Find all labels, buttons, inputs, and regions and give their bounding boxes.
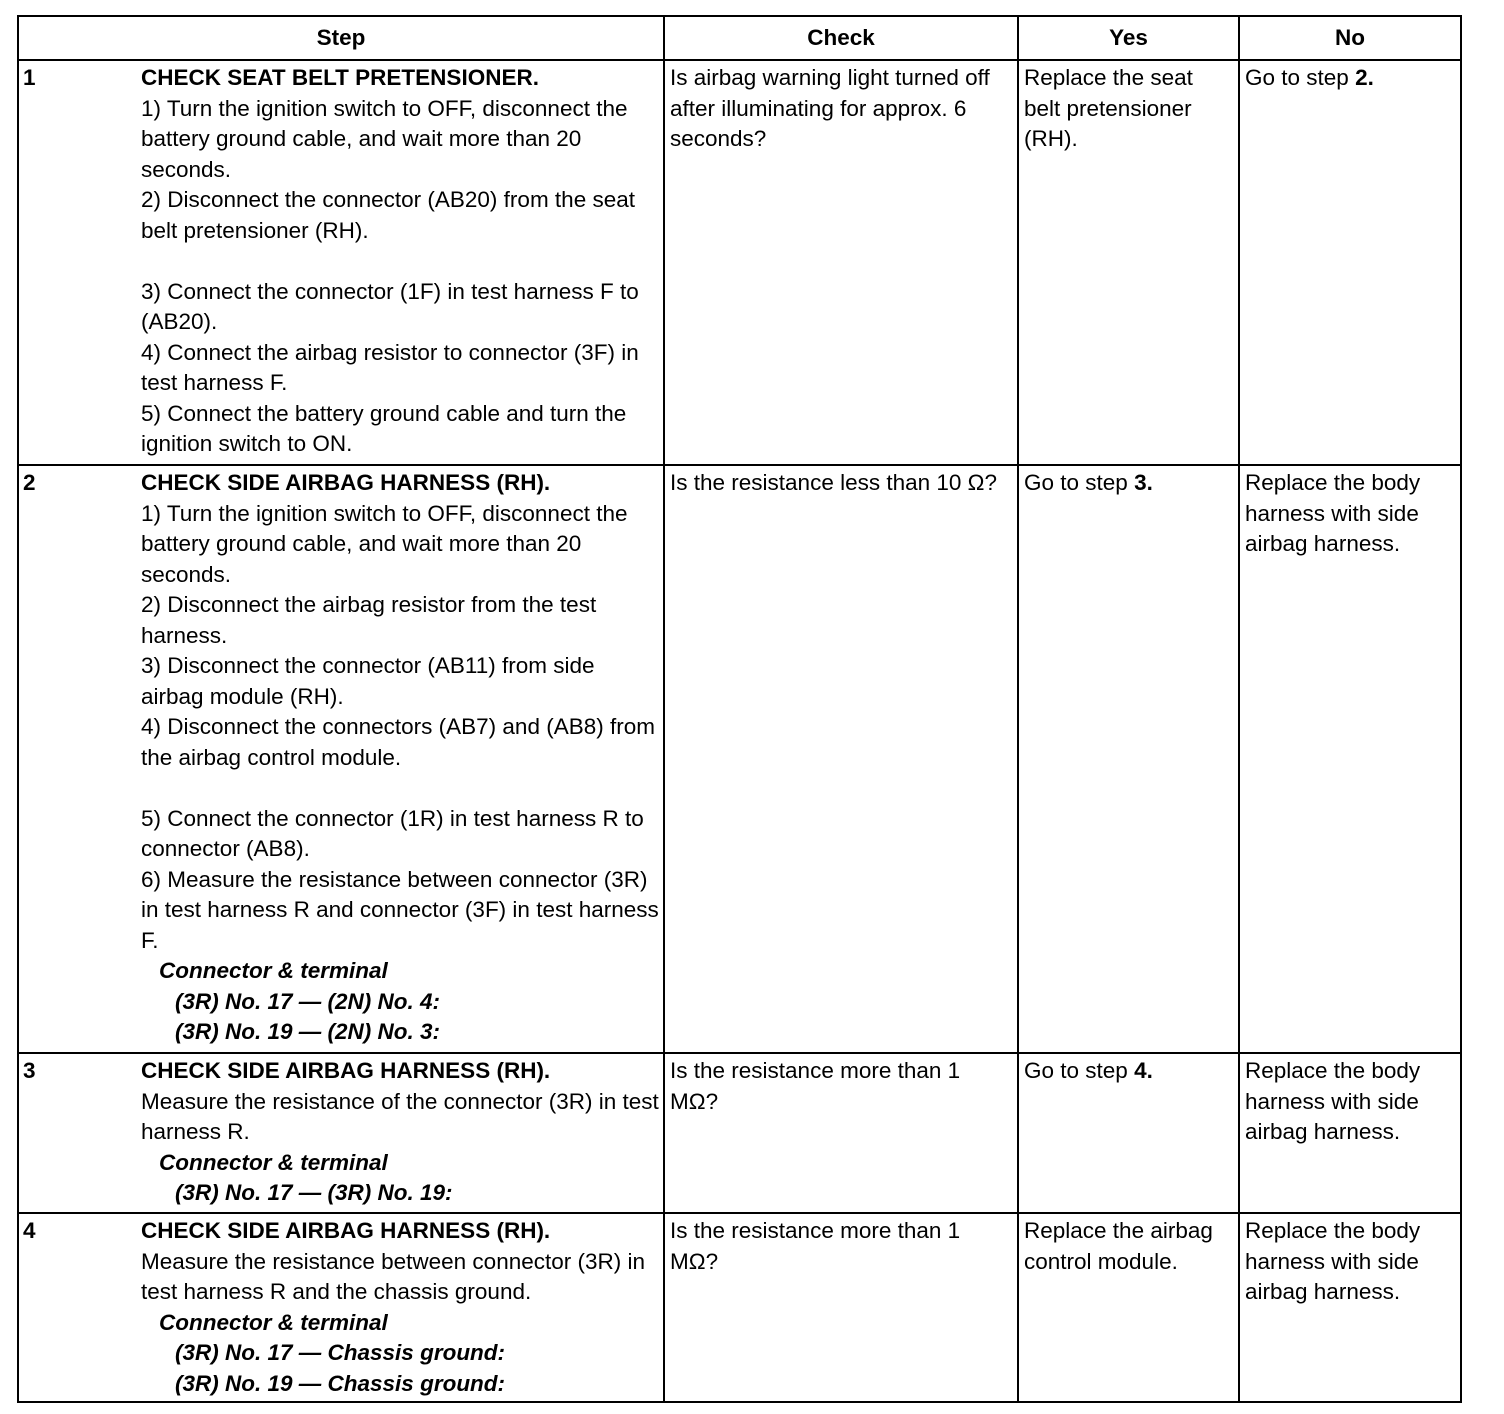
step-body	[141, 1214, 663, 1401]
step-body	[141, 1054, 663, 1211]
yes-cell	[1018, 1053, 1239, 1213]
step-number: 4	[23, 1218, 36, 1243]
header-no: No	[1239, 16, 1461, 60]
terminal-item: (3R) No. 17 — (3R) No. 19:	[175, 1180, 453, 1205]
goto-step-ref: 3.	[1134, 470, 1153, 495]
spacer	[141, 246, 659, 277]
header-yes: Yes	[1018, 16, 1239, 60]
terminal-heading: Connector & terminal	[159, 958, 388, 983]
step-body	[141, 466, 663, 1050]
no-cell	[1239, 60, 1461, 465]
instruction: 4) Connect the airbag resistor to connector (3F) in test harness F.	[141, 339, 639, 395]
table-row	[18, 465, 1461, 1053]
terminal-item: (3R) No. 19 — Chassis ground:	[175, 1370, 506, 1396]
goto-step-ref: 4.	[1134, 1058, 1153, 1083]
step-cell	[18, 60, 664, 465]
instruction: 5) Connect the battery ground cable and turn the ignition switch to ON.	[141, 400, 627, 456]
instruction: 6) Measure the resistance between connector (3R) in test harness R and connector (3F) in test harness F.	[141, 866, 659, 953]
step-cell	[18, 1213, 664, 1402]
step-title: CHECK SIDE AIRBAG HARNESS (RH).	[141, 1058, 551, 1083]
step-cell	[18, 1053, 664, 1213]
step-number: 1	[23, 65, 36, 90]
table-row	[18, 1053, 1461, 1213]
instruction: Measure the resistance of the connector (3R) in test harness R.	[141, 1088, 659, 1144]
instruction: 3) Connect the connector (1F) in test harness F to (AB20).	[141, 278, 639, 334]
instruction: Measure the resistance between connector (3R) in test harness R and the chassis ground.	[141, 1248, 646, 1304]
step-title: CHECK SIDE AIRBAG HARNESS (RH).	[141, 1218, 551, 1243]
instruction: 3) Disconnect the connector (AB11) from side airbag module (RH).	[141, 653, 595, 709]
no-cell: Replace the body harness with side airbag harness.	[1239, 465, 1461, 1053]
step-title: CHECK SIDE AIRBAG HARNESS (RH).	[141, 470, 551, 495]
step-title: CHECK SEAT BELT PRETENSIONER.	[141, 65, 539, 90]
goto-step-ref: 2.	[1355, 65, 1374, 90]
header-step: Step	[18, 16, 664, 60]
terminal-item: (3R) No. 17 — Chassis ground:	[175, 1340, 506, 1365]
table-row	[18, 1213, 1461, 1402]
goto-prefix: Go to step	[1245, 65, 1356, 90]
instruction: 2) Disconnect the connector (AB20) from the seat belt pretensioner (RH).	[141, 187, 635, 243]
no-cell: Replace the body harness with side airbag harness.	[1239, 1053, 1461, 1213]
instruction: 1) Turn the ignition switch to OFF, disconnect the battery ground cable, and wait more than 20 seconds.	[141, 95, 628, 182]
spacer	[141, 773, 659, 804]
header-check: Check	[664, 16, 1018, 60]
terminal-heading: Connector & terminal	[159, 1149, 388, 1175]
table-row	[18, 60, 1461, 465]
diagnostic-table	[17, 15, 1462, 1403]
check-cell: Is airbag warning light turned off after illuminating for approx. 6 seconds?	[664, 60, 1018, 465]
instruction: 5) Connect the connector (1R) in test harness R to connector (AB8).	[141, 805, 644, 861]
no-cell: Replace the body harness with side airbag harness.	[1239, 1213, 1461, 1402]
yes-cell: Replace the seat belt pretensioner (RH).	[1018, 60, 1239, 465]
terminal-item: (3R) No. 17 — (2N) No. 4:	[175, 988, 441, 1014]
check-cell: Is the resistance more than 1 MΩ?	[664, 1053, 1018, 1213]
instruction: 1) Turn the ignition switch to OFF, disconnect the battery ground cable, and wait more than 20 seconds.	[141, 500, 628, 587]
step-cell	[18, 465, 664, 1053]
step-number: 2	[23, 470, 36, 495]
goto-prefix: Go to step	[1024, 1058, 1135, 1083]
terminal-item: (3R) No. 19 — (2N) No. 3:	[175, 1019, 441, 1044]
step-number: 3	[23, 1058, 36, 1083]
check-cell: Is the resistance more than 1 MΩ?	[664, 1213, 1018, 1402]
yes-cell	[1018, 465, 1239, 1053]
header-row	[18, 16, 1461, 60]
instruction: 4) Disconnect the connectors (AB7) and (AB8) from the airbag control module.	[141, 714, 655, 770]
check-cell: Is the resistance less than 10 Ω?	[664, 465, 1018, 1053]
yes-cell: Replace the airbag control module.	[1018, 1213, 1239, 1402]
instruction: 2) Disconnect the airbag resistor from the test harness.	[141, 592, 597, 648]
terminal-heading: Connector & terminal	[159, 1309, 388, 1335]
step-body	[141, 61, 663, 462]
goto-prefix: Go to step	[1024, 470, 1135, 495]
